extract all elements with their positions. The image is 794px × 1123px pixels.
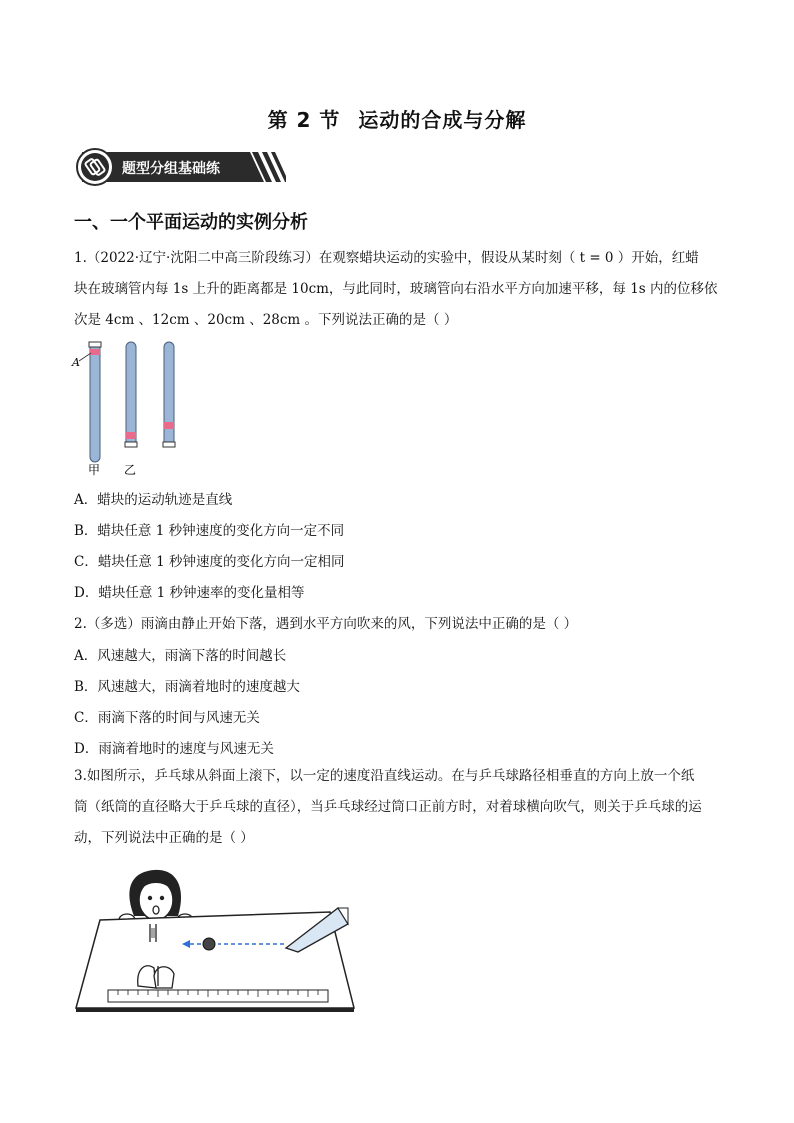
question-3	[74, 761, 724, 854]
q1-option-d: D．蜡块任意 1 秒钟速率的变化量相等	[74, 585, 305, 601]
marker-label-a: A	[72, 356, 80, 369]
q1-line: 1.（2022·辽宁·沈阳二中高三阶段练习）在观察蜡块运动的实验中，假设从某时刻（ t = 0 ）开始，红蜡	[74, 250, 699, 266]
section-heading: 一、一个平面运动的实例分析	[74, 212, 308, 233]
question-1	[74, 243, 724, 336]
q1-line: 块在玻璃管内每 1s 上升的距离都是 10cm，与此同时，玻璃管向右沿水平方向加速平移，每 1s 内的位移依	[74, 281, 718, 297]
q1-option-a: A．蜡块的运动轨迹是直线	[74, 492, 233, 508]
banner-label: 题型分组基础练	[122, 161, 220, 177]
label-yi: 乙	[124, 463, 137, 477]
glass-tube-figure	[70, 336, 190, 478]
q3-line: 动，下列说法中正确的是（ ）	[74, 830, 254, 846]
q2-option-b: B．风速越大，雨滴着地时的速度越大	[74, 679, 300, 695]
section-topic: 运动的合成与分解	[358, 108, 527, 132]
q2-option-c: C．雨滴下落的时间与风速无关	[74, 710, 260, 726]
q1-option-b: B．蜡块任意 1 秒钟速度的变化方向一定不同	[74, 523, 345, 539]
ping-pong-figure	[72, 868, 362, 1013]
section-number: 第 2 节	[267, 108, 341, 132]
q2-option-d: D．雨滴着地时的速度与风速无关	[74, 741, 274, 757]
tube-jia	[89, 342, 101, 462]
q1-option-c: C．蜡块任意 1 秒钟速度的变化方向一定相同	[74, 554, 345, 570]
q2-option-a: A．风速越大，雨滴下落的时间越长	[74, 648, 287, 664]
question-2-stem: 2.（多选）雨滴由静止开始下落，遇到水平方向吹来的风，下列说法中正确的是（ ）	[74, 616, 578, 632]
q1-line: 次是 4cm 、12cm 、20cm 、28cm 。下列说法正确的是（ ）	[74, 312, 458, 328]
tube-yi-2	[163, 342, 175, 447]
ping-pong-ball	[203, 938, 215, 950]
ruler	[108, 990, 328, 1002]
tube-yi-1	[125, 342, 137, 447]
q3-line: 筒（纸筒的直径略大于乒乓球的直径），当乒乓球经过筒口正前方时，对着球横向吹气，则关于乒乓球的运	[74, 799, 702, 815]
exercise-banner	[74, 148, 286, 186]
label-jia: 甲	[88, 463, 101, 477]
q3-line: 3.如图所示，乒乓球从斜面上滚下，以一定的速度沿直线运动。在与乒乓球路径相垂直的方向上放一个纸	[74, 768, 695, 784]
page-title	[0, 104, 794, 133]
